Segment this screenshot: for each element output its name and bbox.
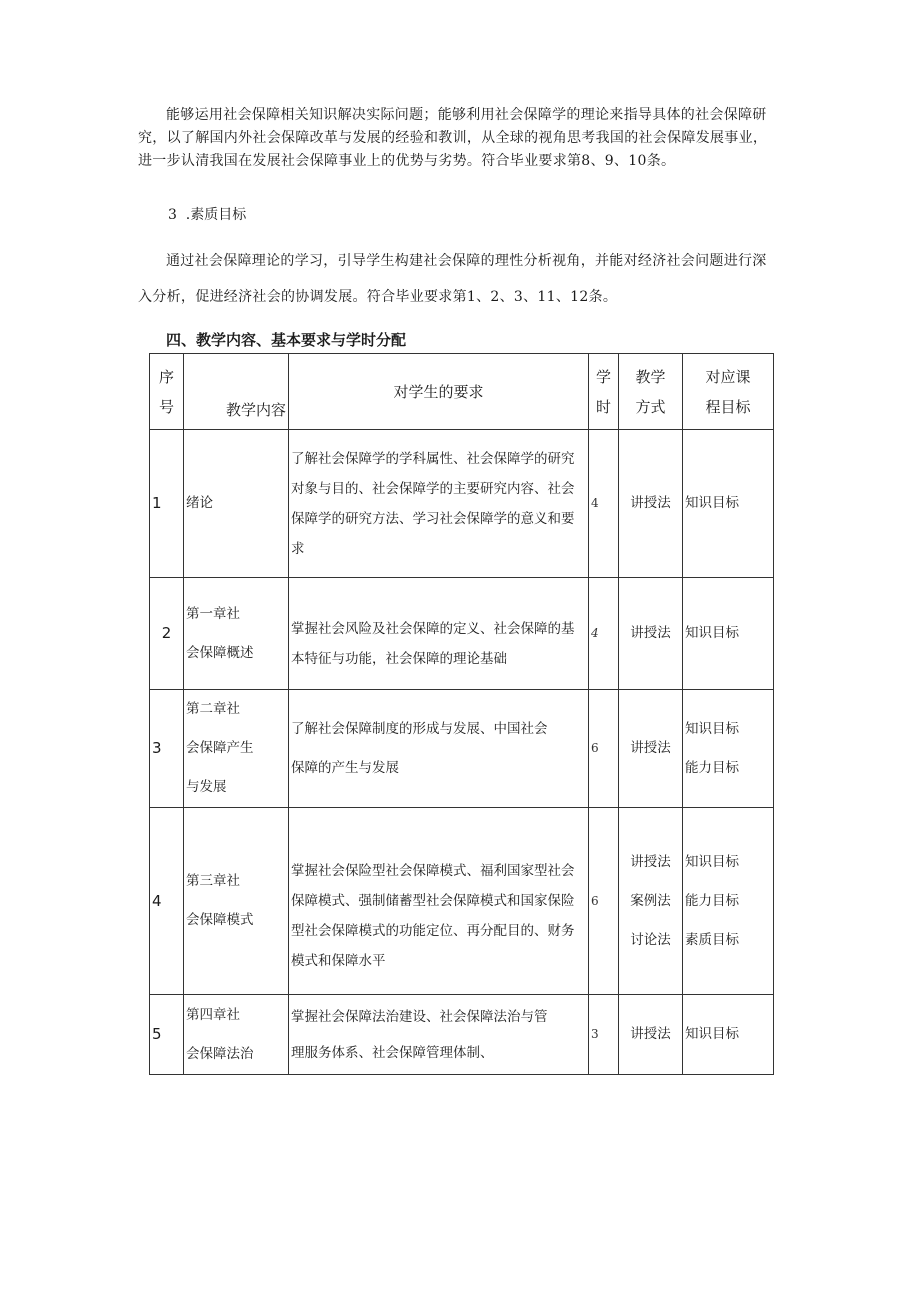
row-requirement: 掌握社会保障法治建设、社会保障法治与管理服务体系、社会保障管理体制、 (289, 995, 589, 1075)
table-row (150, 690, 774, 808)
row-seq: 2 (150, 578, 184, 690)
table-row (150, 995, 774, 1075)
header-requirement: 对学生的要求 (289, 354, 589, 430)
table-header-row (150, 354, 774, 430)
row-method: 讲授法 案例法 讨论法 (619, 808, 683, 995)
row-hours: 6 (589, 690, 619, 808)
section-title: 四、教学内容、基本要求与学时分配 (166, 331, 407, 349)
row-requirement: 了解社会保障制度的形成与发展、中国社会保障的产生与发展 (289, 690, 589, 808)
row-goal: 知识目标 (683, 995, 774, 1075)
header-seq: 序 号 (150, 354, 184, 430)
row-content: 第三章社 会保障模式 (184, 808, 289, 995)
row-hours: 3 (589, 995, 619, 1075)
row-content: 第二章社 会保障产生 与发展 (184, 690, 289, 808)
quality-goal-paragraph: 通过社会保障理论的学习，引导学生构建社会保障的理性分析视角，并能对经济社会问题进行深入分析，促进经济社会的协调发展。符合毕业要求第1、2、3、11、12条。 (138, 253, 767, 305)
row-goal: 知识目标 (683, 578, 774, 690)
row-method: 讲授法 (619, 578, 683, 690)
header-hours: 学 时 (589, 354, 619, 430)
row-method: 讲授法 (619, 690, 683, 808)
quality-goal-subheading: 3 .素质目标 (168, 207, 247, 223)
header-goal: 对应课 程目标 (683, 354, 774, 430)
header-method: 教学 方式 (619, 354, 683, 430)
row-goal: 知识目标 能力目标 素质目标 (683, 808, 774, 995)
row-goal: 知识目标 能力目标 (683, 690, 774, 808)
row-content: 第一章社 会保障概述 (184, 578, 289, 690)
row-method: 讲授法 (619, 995, 683, 1075)
row-requirement: 掌握社会保险型社会保障模式、福利国家型社会保障模式、强制储蓄型社会保障模式和国家保险型社会保障模式的功能定位、再分配目的、财务模式和保障水平 (289, 808, 589, 995)
row-seq: 3 (150, 690, 184, 808)
row-hours: 4 (589, 430, 619, 578)
teaching-content-table (149, 353, 774, 1075)
row-goal: 知识目标 (683, 430, 774, 578)
table-row (150, 430, 774, 578)
intro-paragraph: 能够运用社会保障相关知识解决实际问题；能够利用社会保障学的理论来指导具体的社会保障研究，以了解国内外社会保障改革与发展的经验和教训，从全球的视角思考我国的社会保障发展事业，进一步认清我国在发展社会保障事业上的优势与劣势。符合毕业要求第8、9、10条。 (138, 107, 768, 169)
row-requirement: 了解社会保障学的学科属性、社会保障学的研究对象与目的、社会保障学的主要研究内容、社会保障学的研究方法、学习社会保障学的意义和要求 (289, 430, 589, 578)
row-seq: 5 (150, 995, 184, 1075)
row-content: 第四章社 会保障法治 (184, 995, 289, 1075)
row-hours: 6 (589, 808, 619, 995)
row-content: 绪论 (184, 430, 289, 578)
header-content: 教学内容 (184, 354, 289, 430)
table-row (150, 808, 774, 995)
row-hours: 4 (589, 578, 619, 690)
row-seq: 4 (150, 808, 184, 995)
row-method: 讲授法 (619, 430, 683, 578)
row-requirement: 掌握社会风险及社会保障的定义、社会保障的基本特征与功能，社会保障的理论基础 (289, 578, 589, 690)
table-row (150, 578, 774, 690)
row-seq: 1 (150, 430, 184, 578)
